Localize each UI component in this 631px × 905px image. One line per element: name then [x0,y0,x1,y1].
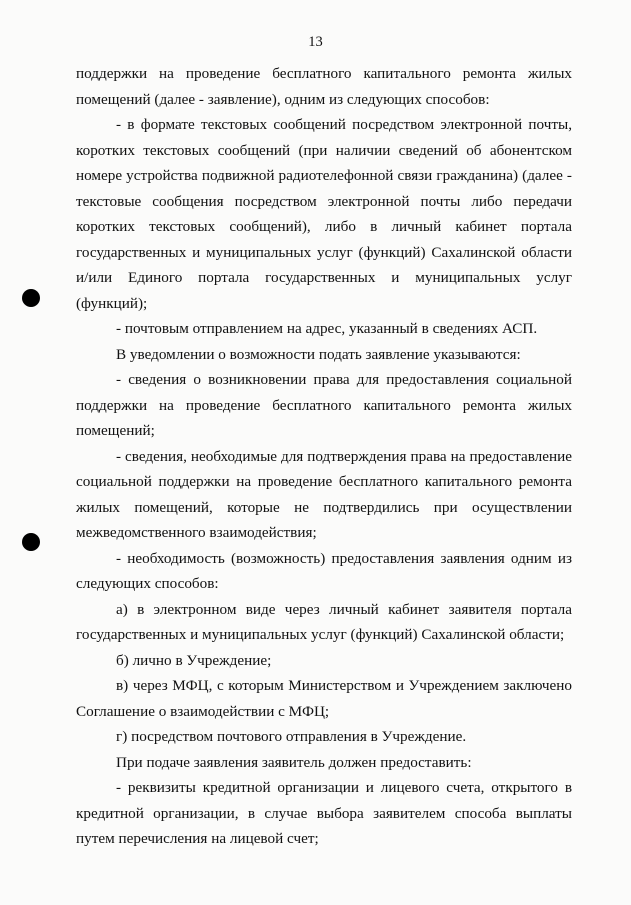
paragraph: поддержки на проведение бесплатного капитального ремонта жилых помещений (далее - заявление), одним из следующих способов: [76,65,572,108]
paragraph: В уведомлении о возможности подать заявление указываются: [116,345,521,363]
paragraph: - сведения, необходимые для подтверждения права на предоставление социальной поддержки на проведение бесплатного капитального ремонта жилых помещений, которые не подтвердились при осуществлении межведомственного взаимодействия; [76,447,572,541]
punch-hole-mark [22,533,40,551]
document-body [76,61,572,852]
paragraph: - в формате текстовых сообщений посредством электронной почты, коротких текстовых сообщений (при наличии сведений об абонентском номере устройства подвижной радиотелефонной связи гражданина) (далее - текстовые сообщения посредством электронной почты либо передачи коротких текстовых сообщений), либо в личный кабинет портала государственных и муниципальных услуг (функций) Сахалинской области и/или Единого портала государственных и муниципальных услуг (функций); [76,116,572,312]
paragraph: При подаче заявления заявитель должен предоставить: [116,753,472,771]
paragraph: - почтовым отправлением на адрес, указанный в сведениях АСП. [116,320,538,337]
paragraph: - сведения о возникновении права для предоставления социальной поддержки на проведение бесплатного капитального ремонта жилых помещений; [76,371,572,439]
paragraph: в) через МФЦ, с которым Министерством и Учреждением заключено Соглашение о взаимодействии с МФЦ; [76,677,572,720]
page-number: 13 [308,34,323,50]
paragraph: г) посредством почтового отправления в Учреждение. [116,728,467,745]
punch-hole-mark [22,289,40,307]
paragraph: б) лично в Учреждение; [116,651,272,669]
paragraph: - реквизиты кредитной организации и лицевого счета, открытого в кредитной организации, в случае выбора заявителем способа выплаты путем перечисления на лицевой счет; [76,779,572,847]
paragraph: - необходимость (возможность) предоставления заявления одним из следующих способов: [76,549,572,592]
paragraph: а) в электронном виде через личный кабинет заявителя портала государственных и муниципальных услуг (функций) Сахалинской области; [76,600,572,643]
